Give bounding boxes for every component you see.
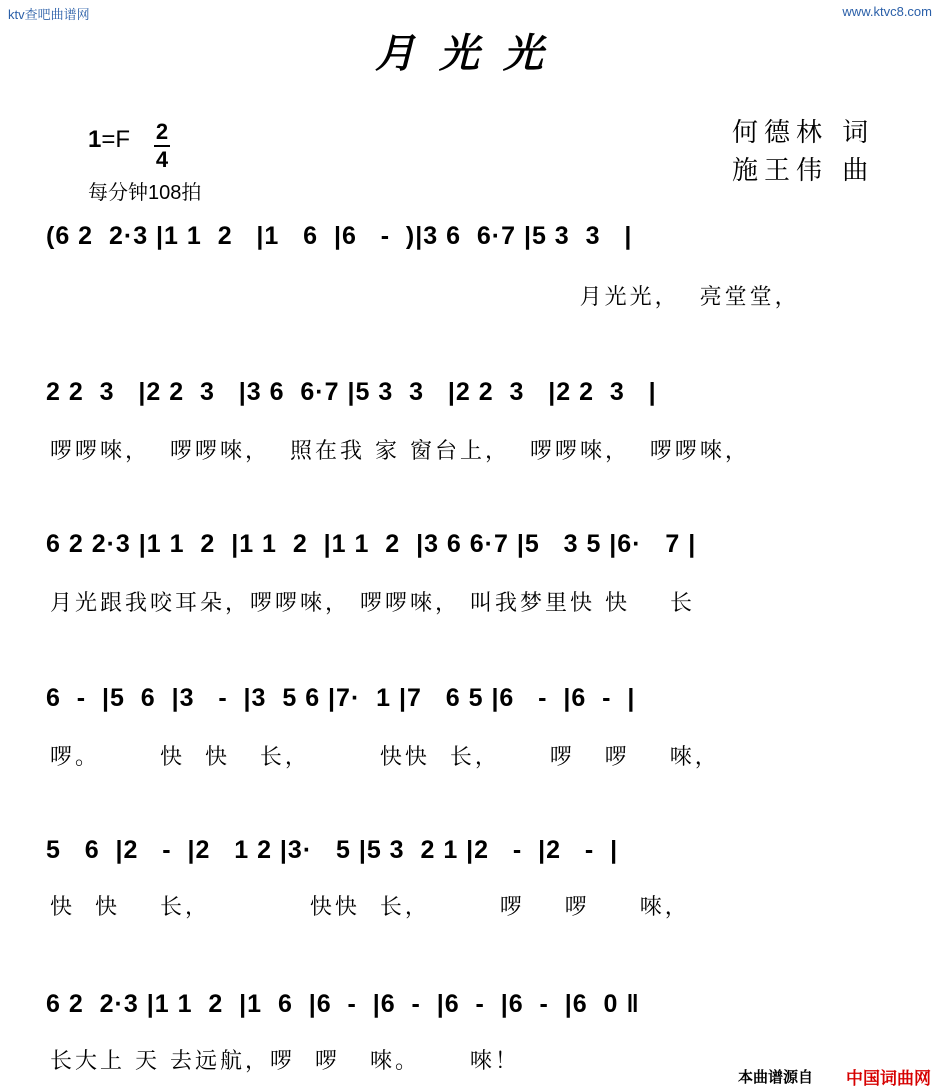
footer-source-text: 本曲谱源自	[738, 1068, 814, 1086]
lyrics-line-6: 长大上 天 去远航，啰 啰 唻。 唻！	[50, 1049, 520, 1074]
tempo-marking: 每分钟108拍	[88, 182, 202, 204]
lyrics-line-1: 月光光， 亮堂堂，	[50, 285, 800, 310]
lyrics-line-4: 啰。 快 快 长， 快快 长， 啰 啰 唻，	[50, 745, 720, 770]
key-signature	[88, 126, 130, 154]
time-sig-top: 2	[155, 119, 169, 144]
footer-site-link[interactable]: 中国词曲网	[846, 1069, 931, 1089]
song-title: 月光光	[375, 30, 567, 77]
watermark-right: www.ktvc8.com	[842, 4, 932, 19]
key-value: =F	[101, 126, 131, 153]
notes-line-1: (6 2 2·3 |1 1 2 |1 6 |6 - )|3 6 6·7 |5 3 3 |	[46, 222, 633, 250]
watermark-left: ktv查吧曲谱网	[8, 7, 90, 22]
notes-line-6: 6 2 2·3 |1 1 2 |1 6 |6 - |6 - |6 - |6 - |6 0 ‖	[46, 990, 640, 1018]
time-signature	[154, 120, 170, 172]
notes-line-4: 6 - |5 6 |3 - |3 5 6 |7· 1 |7 6 5 |6 - |6 - |	[46, 684, 636, 712]
notes-line-3: 6 2 2·3 |1 1 2 |1 1 2 |1 1 2 |3 6 6·7 |5 3 5 |6· 7 |	[46, 530, 697, 558]
key-prefix: 1	[88, 126, 102, 153]
notes-line-5: 5 6 |2 - |2 1 2 |3· 5 |5 3 2 1 |2 - |2 - |	[46, 836, 619, 864]
lyrics-line-3: 月光跟我咬耳朵，啰啰唻， 啰啰唻， 叫我梦里快 快 长	[50, 591, 695, 616]
lyrics-line-2: 啰啰唻， 啰啰唻， 照在我 家 窗台上， 啰啰唻， 啰啰唻，	[50, 439, 750, 464]
lyrics-line-5: 快 快 长， 快快 长， 啰 啰 唻，	[50, 895, 690, 920]
time-sig-bottom: 4	[155, 147, 169, 172]
lyricist-credit: 何德林 词	[732, 118, 875, 148]
notes-line-2: 2 2 3 |2 2 3 |3 6 6·7 |5 3 3 |2 2 3 |2 2 3 |	[46, 378, 657, 406]
composer-credit: 施王伟 曲	[732, 156, 875, 186]
